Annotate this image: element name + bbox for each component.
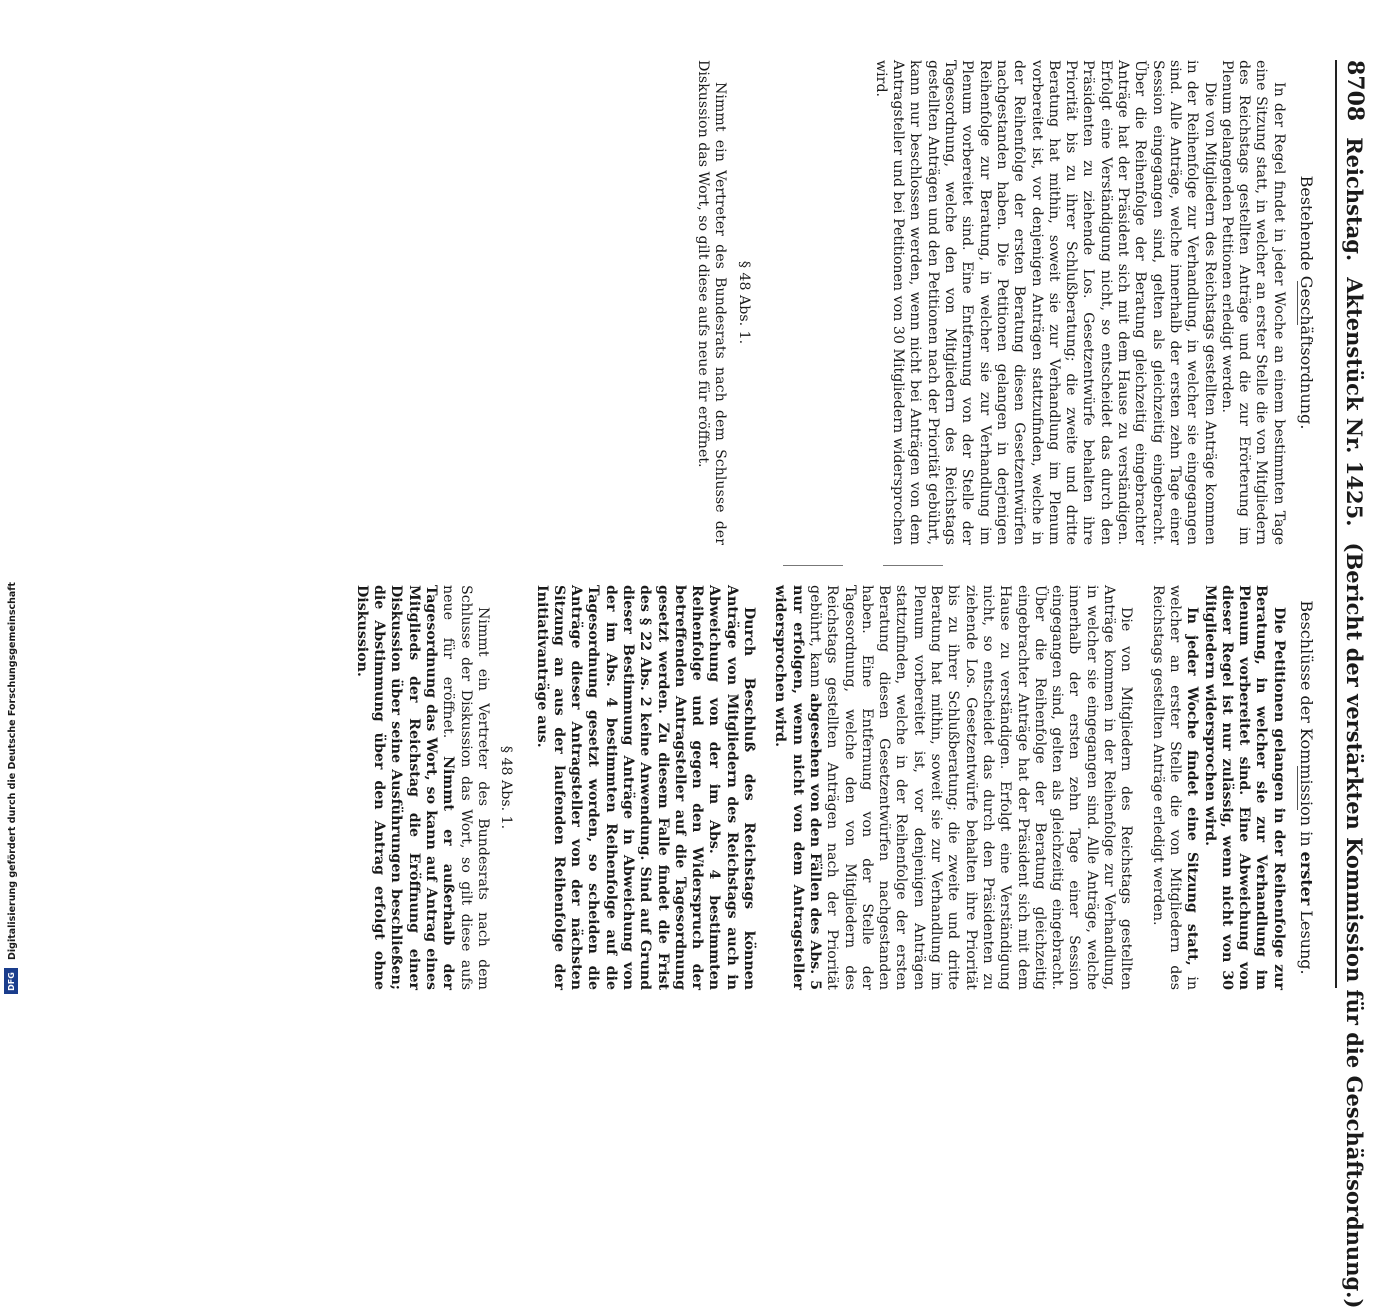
right-column bbox=[353, 585, 1315, 990]
right-section-mark: § 48 Abs. 1. bbox=[498, 745, 515, 830]
right-paragraph-4-bold: Durch Beschluß des Reichstags können Anträge von Mitgliedern des Reichstags auch in Abweichung von der im Abs. 4 bestimmten Reihenfolge und gegen den Widerspruch der betreffenden Antragsteller auf die Tagesordnung gesetzt werden. Zu diesem Falle findet die Frist des § 22 Abs. 2 keine Anwendung. Sind auf Grund dieser Bestimmung Anträge in Abweichung von der im Abs. 4 bestimmten Reihenfolge auf die Tagesordnung gesetzt worden, so scheiden die Anträge dieser Antragsteller von der nächsten Sitzung an aus der laufenden Reihenfolge der Initiativanträge aus. bbox=[533, 585, 758, 990]
right-paragraph-3-main: Die von Mitgliedern des Reichstags gestellten Anträge kommen in der Reihenfolge zur Verhandlung, in welcher sie eingegangen sind. Alle Anträge, welche innerhalb der ersten zehn Tage einer Session eingegangen sind, gelten als gleichzeitig eingebracht. Über die Reihenfolge der Beratung gleichzeitig eingebrachter Anträge hat der Präsident sich mit dem Hause zu verständigen. Erfolgt eine Verständigung nicht, so entscheidet das durch den Präsidenten zu ziehende Los. Gesetzentwürfe behalten ihre Priorität bis zu ihrer Schlußberatung; die zweite und dritte Beratung hat mithin, soweit sie zur Verhandlung im Plenum vorbereitet ist, vor denjenigen Anträgen stattzufinden, welche in der Reihenfolge der ersten Beratung diesen Gesetzentwürfen nachgestanden haben. Eine Entfernung von der Stelle der Tagesordnung, welche den von Mitgliedern des Reichstags gestellten Anträgen nach der Priorität gebührt, kann bbox=[806, 585, 1135, 990]
right-paragraph-2-rest: in welcher an erster Stelle die von Mitgliedern des Reichstags gestellten Anträge erledigt werden. bbox=[1149, 585, 1201, 990]
digitization-sidebar bbox=[0, 0, 22, 1000]
right-section-bold: Nimmt er außerhalb der Tagesordnung das Wort, so kann auf Antrag eines Mitglieds der Reichstag die Eröffnung einer Diskussion über seine Ausführungen beschließen; die Abstimmung über den Antrag erfolgt ohne Diskussion. bbox=[353, 585, 457, 990]
right-paragraph-3 bbox=[771, 585, 1134, 990]
right-paragraph-2 bbox=[1148, 585, 1200, 990]
right-heading-pre: Beschlüsse der Kommission in bbox=[1297, 600, 1316, 852]
left-paragraph-1: In der Regel findet in jeder Woche an einem bestimmten Tage eine Sitzung statt, in welcher an erster Stelle die von Mitgliedern des Reichstags gestellten Anträge und die zur Erörterung im Plenum gelangenden Petitionen erledigt werden. bbox=[1218, 60, 1287, 545]
right-section-paragraph bbox=[353, 585, 491, 990]
header-title: Reichstag. bbox=[1342, 137, 1368, 262]
left-paragraph-2: Die von Mitgliedern des Reichstags gestellten Anträge kommen in der Reihenfolge zur Verhandlung, in welcher sie eingegangen sind. Alle Anträge, welche innerhalb der ersten zehn Tage einer Session eingegangen sind, gelten als gleichzeitig eingebracht. Über die Reihenfolge der Beratung gleichzeitig eingebrachter Anträge hat der Präsident sich mit dem Hause zu verständigen. Erfolgt eine Verständigung nicht, so entscheidet das durch den Präsidenten zu ziehende Los. Gesetzentwürfe behalten ihre Priorität bis zu ihrer Schlußberatung; die zweite und dritte Beratung hat mithin, soweit sie zur Verhandlung im Plenum vorbereitet ist, vor denjenigen Anträgen stattzufinden, welche in der Reihenfolge der ersten Beratung diesen Gesetzentwürfen nachgestanden haben. Die Petitionen gelangen in derjenigen Reihenfolge zur Beratung, in welcher sie zur Verhandlung im Plenum vorbereitet sind. Eine Entfernung von der Stelle der Tagesordnung, welche den von Mitgliedern des Reichstags gestellten Anträgen und den Petitionen nach der Priorität gebührt, kann nur beschlossen werden, wenn nicht bei Anträgen von dem Antragsteller und bei Petitionen von 30 Mitgliedern widersprochen wird. bbox=[872, 60, 1218, 545]
right-heading-post: Lesung. bbox=[1297, 905, 1316, 975]
right-paragraph-3-bold-b: nur erfolgen, wenn nicht von dem Antragsteller widersprochen wird. bbox=[772, 585, 806, 990]
page-header bbox=[1335, 60, 1373, 1308]
right-paragraph-4 bbox=[532, 585, 757, 990]
right-paragraph-2-bold: In jeder Woche findet eine Sitzung statt, bbox=[1184, 607, 1201, 966]
column-divider-top bbox=[883, 565, 943, 566]
funding-credit: Digitalisierung gefördert durch die Deutsche Forschungsgemeinschaft bbox=[7, 582, 18, 960]
right-paragraph-1-bold: Die Petitionen gelangen in der Reihenfolge zur Beratung, in welcher sie zur Verhandlung im Plenum vorbereitet sind. Eine Abweichung von dieser Regel ist nur zulässig, wenn nicht von 30 Mitgliedern widersprochen wird. bbox=[1201, 585, 1287, 990]
left-section-text: Nimmt ein Vertreter des Bundesrats nach dem Schlusse der Diskussion das Wort, so gilt diese aufs neue für eröffnet. bbox=[694, 60, 729, 545]
right-paragraph-3-bold-a: abgesehen von den Fällen des Abs. 5 bbox=[806, 693, 823, 990]
right-column-heading bbox=[1298, 585, 1315, 990]
right-paragraph-1 bbox=[1200, 585, 1286, 990]
left-column-heading: Bestehende Geschäftsordnung. bbox=[1297, 175, 1316, 430]
dfg-logo bbox=[4, 968, 18, 994]
document-reference: Aktenstück Nr. 1425. bbox=[1342, 277, 1368, 527]
right-heading-bold: erster bbox=[1297, 851, 1316, 906]
right-section-text: Nimmt ein Vertreter des Bundesrats nach dem Schlusse der Diskussion das Wort, so gilt diese aufs neue für eröffnet. bbox=[440, 585, 491, 990]
dfg-logo-text: DFG bbox=[6, 971, 16, 991]
header-subtitle: (Bericht der verstärkten Kommission für die Geschäftsordnung.) bbox=[1342, 542, 1368, 1308]
left-section-mark: § 48 Abs. 1. bbox=[735, 260, 752, 345]
column-divider-bottom bbox=[783, 565, 843, 566]
page-number: 8708 bbox=[1342, 60, 1368, 122]
left-column bbox=[694, 60, 1315, 545]
